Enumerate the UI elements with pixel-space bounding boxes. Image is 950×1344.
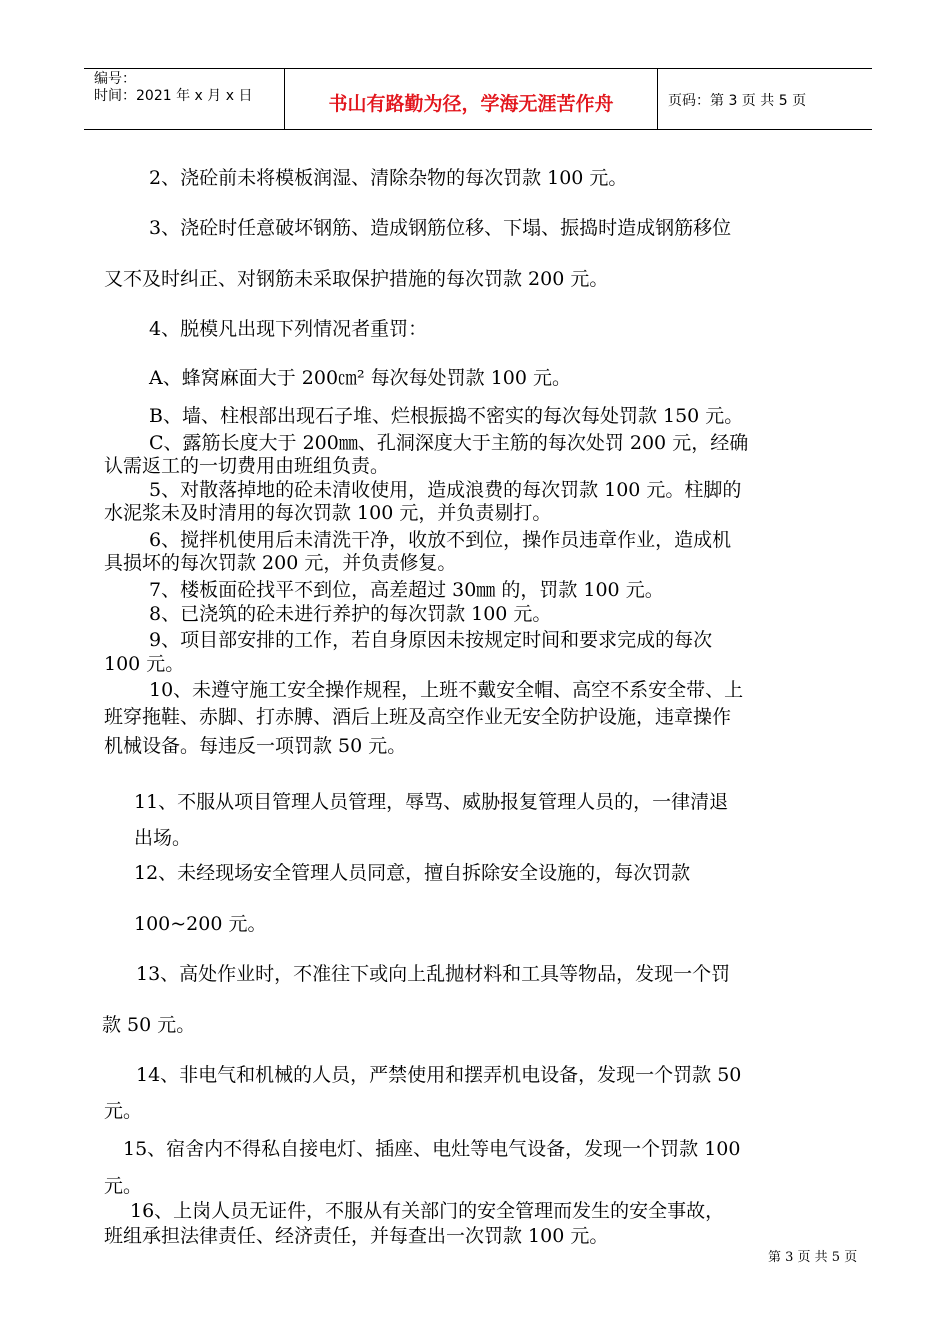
paragraph-line: 3、浇砼时任意破坏钢筋、造成钢筋位移、下塌、振捣时造成钢筋移位 [149,217,732,239]
paragraph-line: 认需返工的一切费用由班组负责。 [104,455,390,477]
paragraph-line: B、墙、柱根部出现石子堆、烂根振捣不密实的每次每处罚款 150 元。 [149,405,744,427]
paragraph-line: C、露筋长度大于 200㎜、孔洞深度大于主筋的每次处罚 200 元，经确 [149,432,749,454]
paragraph-line: 11、不服从项目管理人员管理，辱骂、威胁报复管理人员的，一律清退 [134,791,729,813]
footer-page-number: 第 3 页 共 5 页 [768,1250,858,1265]
paragraph-line: 5、对散落掉地的砼未清收使用，造成浪费的每次罚款 100 元。柱脚的 [149,479,742,501]
header-meta-cell [84,69,285,129]
paragraph-line: 元。 [104,1100,143,1122]
header-motto: 书山有路勤为径，学海无涯苦作舟 [328,93,614,115]
paragraph-line: 出场。 [134,827,192,849]
header-page-cell [658,69,872,129]
header-motto-cell [285,69,658,129]
document-number-label: 编号： [94,71,136,87]
paragraph-line: 10、未遵守施工安全操作规程，上班不戴安全帽、高空不系安全带、上 [149,679,744,701]
paragraph-line: 16、上岗人员无证件，不服从有关部门的安全管理而发生的安全事故， [130,1200,725,1222]
paragraph-line: 6、搅拌机使用后未清洗干净，收放不到位，操作员违章作业，造成机 [149,529,732,551]
paragraph-line: 班穿拖鞋、赤脚、打赤膊、酒后上班及高空作业无安全防护设施，违章操作 [104,706,732,728]
paragraph-line: 4、脱模凡出现下列情况者重罚： [149,318,428,340]
paragraph-line: 14、非电气和机械的人员，严禁使用和摆弄机电设备，发现一个罚款 50 [136,1064,742,1086]
paragraph-line: 班组承担法律责任、经济责任，并每查出一次罚款 100 元。 [104,1225,609,1247]
header-page-number: 页码：第 3 页 共 5 页 [668,93,807,109]
paragraph-line: 8、已浇筑的砼未进行养护的每次罚款 100 元。 [149,603,552,625]
paragraph-line: 100 元。 [104,653,185,675]
paragraph-line: 款 50 元。 [102,1014,196,1036]
document-date-label: 时间：2021 年 x 月 x 日 [94,88,253,104]
paragraph-line: 水泥浆未及时清用的每次罚款 100 元，并负责剔打。 [104,502,552,524]
paragraph-line: 机械设备。每违反一项罚款 50 元。 [104,735,407,757]
paragraph-line: 13、高处作业时，不准往下或向上乱抛材料和工具等物品，发现一个罚 [136,963,731,985]
paragraph-line: 又不及时纠正、对钢筋未采取保护措施的每次罚款 200 元。 [104,268,609,290]
paragraph-line: 100~200 元。 [134,913,267,935]
paragraph-line: 12、未经现场安全管理人员同意，擅自拆除安全设施的，每次罚款 [134,862,691,884]
paragraph-line: 具损坏的每次罚款 200 元，并负责修复。 [104,552,457,574]
paragraph-line: 15、宿舍内不得私自接电灯、插座、电灶等电气设备，发现一个罚款 100 [123,1138,741,1160]
page-header-table [84,68,872,130]
paragraph-line: 2、浇砼前未将模板润湿、清除杂物的每次罚款 100 元。 [149,167,628,189]
paragraph-line: 9、项目部安排的工作，若自身原因未按规定时间和要求完成的每次 [149,629,713,651]
paragraph-line: 7、楼板面砼找平不到位，高差超过 30㎜ 的，罚款 100 元。 [149,579,664,601]
paragraph-line: 元。 [104,1175,143,1197]
paragraph-line: A、蜂窝麻面大于 200㎝² 每次每处罚款 100 元。 [149,367,572,389]
